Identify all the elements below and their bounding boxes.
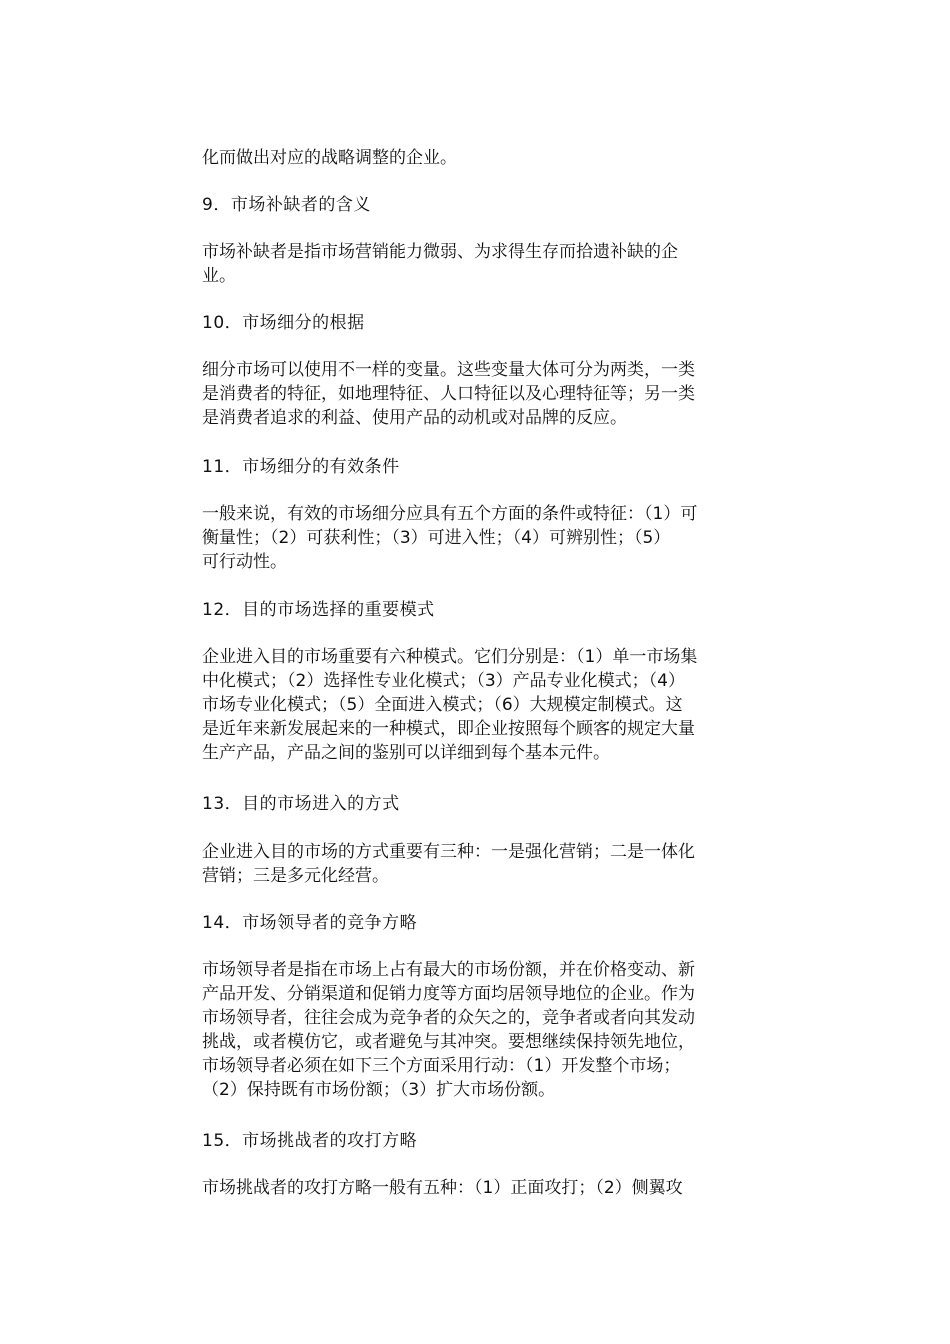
paragraph-line: 企业进入目的市场重要有六种模式。它们分别是：（1）单一市场集 [202,647,698,667]
section-11-body [202,502,782,574]
section-13-body [202,840,782,888]
paragraph-line: 市场挑战者的攻打方略一般有五种：（1）正面攻打；（2）侧翼攻 [202,1178,683,1198]
paragraph-line: （2）保持既有市场份额；（3）扩大市场份额。 [202,1080,556,1100]
section-11-heading: 11．市场细分的有效条件 [202,457,400,477]
paragraph-line: 市场领导者必须在如下三个方面采用行动：（1）开发整个市场； [202,1056,681,1076]
paragraph-line: 企业进入目的市场的方式重要有三种：一是强化营销；二是一体化 [202,842,695,862]
section-10-heading: 10．市场细分的根据 [202,313,365,333]
continuation-paragraph [202,146,782,170]
section-9-heading: 9．市场补缺者的含义 [202,195,371,215]
paragraph-line: 化而做出对应的战略调整的企业。 [202,148,457,168]
section-9-body [202,240,782,288]
paragraph-line: 可行动性。 [202,552,287,572]
paragraph-line: 生产产品，产品之间的鉴别可以详细到每个基本元件。 [202,743,610,763]
section-15-heading: 15．市场挑战者的攻打方略 [202,1131,418,1151]
section-10-body [202,358,782,430]
paragraph-line: 市场领导者，往往会成为竞争者的众矢之的，竞争者或者向其发动 [202,1008,695,1028]
paragraph-line: 是消费者的特征，如地理特征、人口特征以及心理特征等；另一类 [202,384,695,404]
section-14-body [202,958,782,1102]
paragraph-line: 市场补缺者是指市场营销能力微弱、为求得生存而拾遗补缺的企 [202,242,678,262]
section-12-heading: 12．目的市场选择的重要模式 [202,600,435,620]
paragraph-line: 衡量性；（2）可获利性；（3）可进入性；（4）可辨别性；（5） [202,528,671,548]
paragraph-line: 挑战，或者模仿它，或者避免与其冲突。要想继续保持领先地位， [202,1032,695,1052]
paragraph-line: 产品开发、分销渠道和促销力度等方面均居领导地位的企业。作为 [202,984,695,1004]
section-15-body [202,1176,782,1200]
paragraph-line: 业。 [202,266,236,286]
section-14-heading: 14．市场领导者的竞争方略 [202,913,418,933]
paragraph-line: 市场领导者是指在市场上占有最大的市场份额，并在价格变动、新 [202,960,695,980]
paragraph-line: 营销；三是多元化经营。 [202,866,389,886]
paragraph-line: 细分市场可以使用不一样的变量。这些变量大体可分为两类，一类 [202,360,695,380]
section-13-heading: 13．目的市场进入的方式 [202,794,400,814]
paragraph-line: 市场专业化模式；（5）全面进入模式；（6）大规模定制模式。这 [202,695,683,715]
section-12-body [202,645,782,765]
paragraph-line: 一般来说，有效的市场细分应具有五个方面的条件或特征：（1）可 [202,504,698,524]
paragraph-line: 中化模式；（2）选择性专业化模式；（3）产品专业化模式；（4） [202,671,685,691]
paragraph-line: 是消费者追求的利益、使用产品的动机或对品牌的反应。 [202,408,627,428]
paragraph-line: 是近年来新发展起来的一种模式，即企业按照每个顾客的规定大量 [202,719,695,739]
